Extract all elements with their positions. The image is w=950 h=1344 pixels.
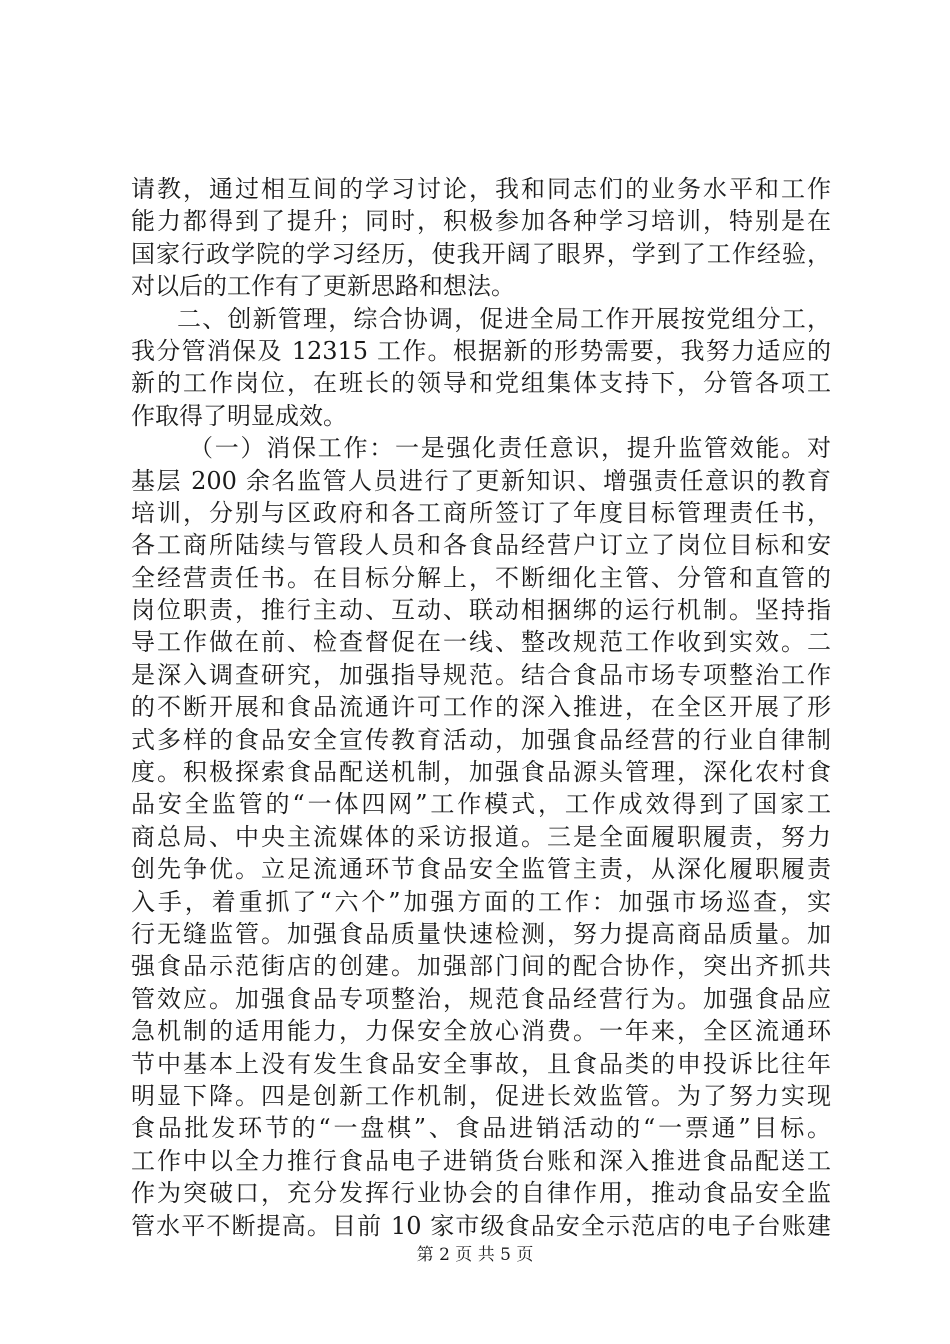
text-line: 能力都得到了提升；同时，积极参加各种学习培训，特别是在 [131,207,831,236]
text-line: 我分管消保及 12315 工作。根据新的形势需要，我努力适应的 [131,336,831,365]
text-line: 管水平不断提高。目前 10 家市级食品安全示范店的电子台账建 [131,1211,831,1240]
text-line: 工作中以全力推行食品电子进销货台账和深入推进食品配送工 [131,1146,831,1175]
page-number-indicator: 第 2 页 共 5 页 [416,1245,534,1265]
text-line: 明显下降。四是创新工作机制，促进长效监管。为了努力实现 [131,1081,831,1110]
text-line: 创先争优。立足流通环节食品安全监管主责，从深化履职履责 [131,855,831,884]
text-line: 培训，分别与区政府和各工商所签订了年度目标管理责任书， [131,498,831,527]
text-line: 式多样的食品安全宣传教育活动，加强食品经营的行业自律制 [131,725,831,754]
text-line: 品安全监管的“一体四网”工作模式，工作成效得到了国家工 [131,790,831,819]
text-line: 管效应。加强食品专项整治，规范食品经营行为。加强食品应 [131,984,831,1013]
text-line: 作为突破口，充分发挥行业协会的自律作用，推动食品安全监 [131,1179,831,1208]
text-line: 节中基本上没有发生食品安全事故，且食品类的申投诉比往年 [131,1049,831,1078]
section-heading-line: 二、创新管理，综合协调，促进全局工作开展按党组分工， [177,304,831,333]
text-line: 新的工作岗位，在班长的领导和党组集体支持下，分管各项工 [131,369,831,398]
subsection-heading-line: （一）消保工作：一是强化责任意识，提升监管效能。对 [189,434,831,463]
text-line: 导工作做在前、检查督促在一线、整改规范工作收到实效。二 [131,628,831,657]
text-line: 各工商所陆续与管段人员和各食品经营户订立了岗位目标和安 [131,531,831,560]
text-line: 对以后的工作有了更新思路和想法。 [131,272,515,301]
text-line: 是深入调查研究，加强指导规范。结合食品市场专项整治工作 [131,660,831,689]
text-line: 行无缝监管。加强食品质量快速检测，努力提高商品质量。加 [131,919,831,948]
text-line: 商总局、中央主流媒体的采访报道。三是全面履职履责，努力 [131,822,831,851]
text-line: 作取得了明显成效。 [131,401,347,430]
text-line: 度。积极探索食品配送机制，加强食品源头管理，深化农村食 [131,758,831,787]
text-line: 全经营责任书。在目标分解上，不断细化主管、分管和直管的 [131,563,831,592]
text-line: 请教，通过相互间的学习讨论，我和同志们的业务水平和工作 [131,175,831,203]
text-line: 国家行政学院的学习经历，使我开阔了眼界，学到了工作经验， [131,239,831,268]
page-footer [0,1240,950,1265]
text-line: 岗位职责，推行主动、互动、联动相捆绑的运行机制。坚持指 [131,596,831,625]
text-line: 的不断开展和食品流通许可工作的深入推进，在全区开展了形 [131,693,831,722]
text-line: 食品批发环节的“一盘棋”、食品进销活动的“一票通”目标。 [131,1114,831,1143]
text-line: 入手，着重抓了“六个”加强方面的工作：加强市场巡查，实 [131,887,831,916]
text-line: 基层 200 余名监管人员进行了更新知识、增强责任意识的教育 [131,466,831,495]
text-line: 强食品示范街店的创建。加强部门间的配合协作，突出齐抓共 [131,952,831,981]
text-line: 急机制的适用能力，力保安全放心消费。一年来，全区流通环 [131,1017,831,1046]
document-body [131,173,831,1242]
